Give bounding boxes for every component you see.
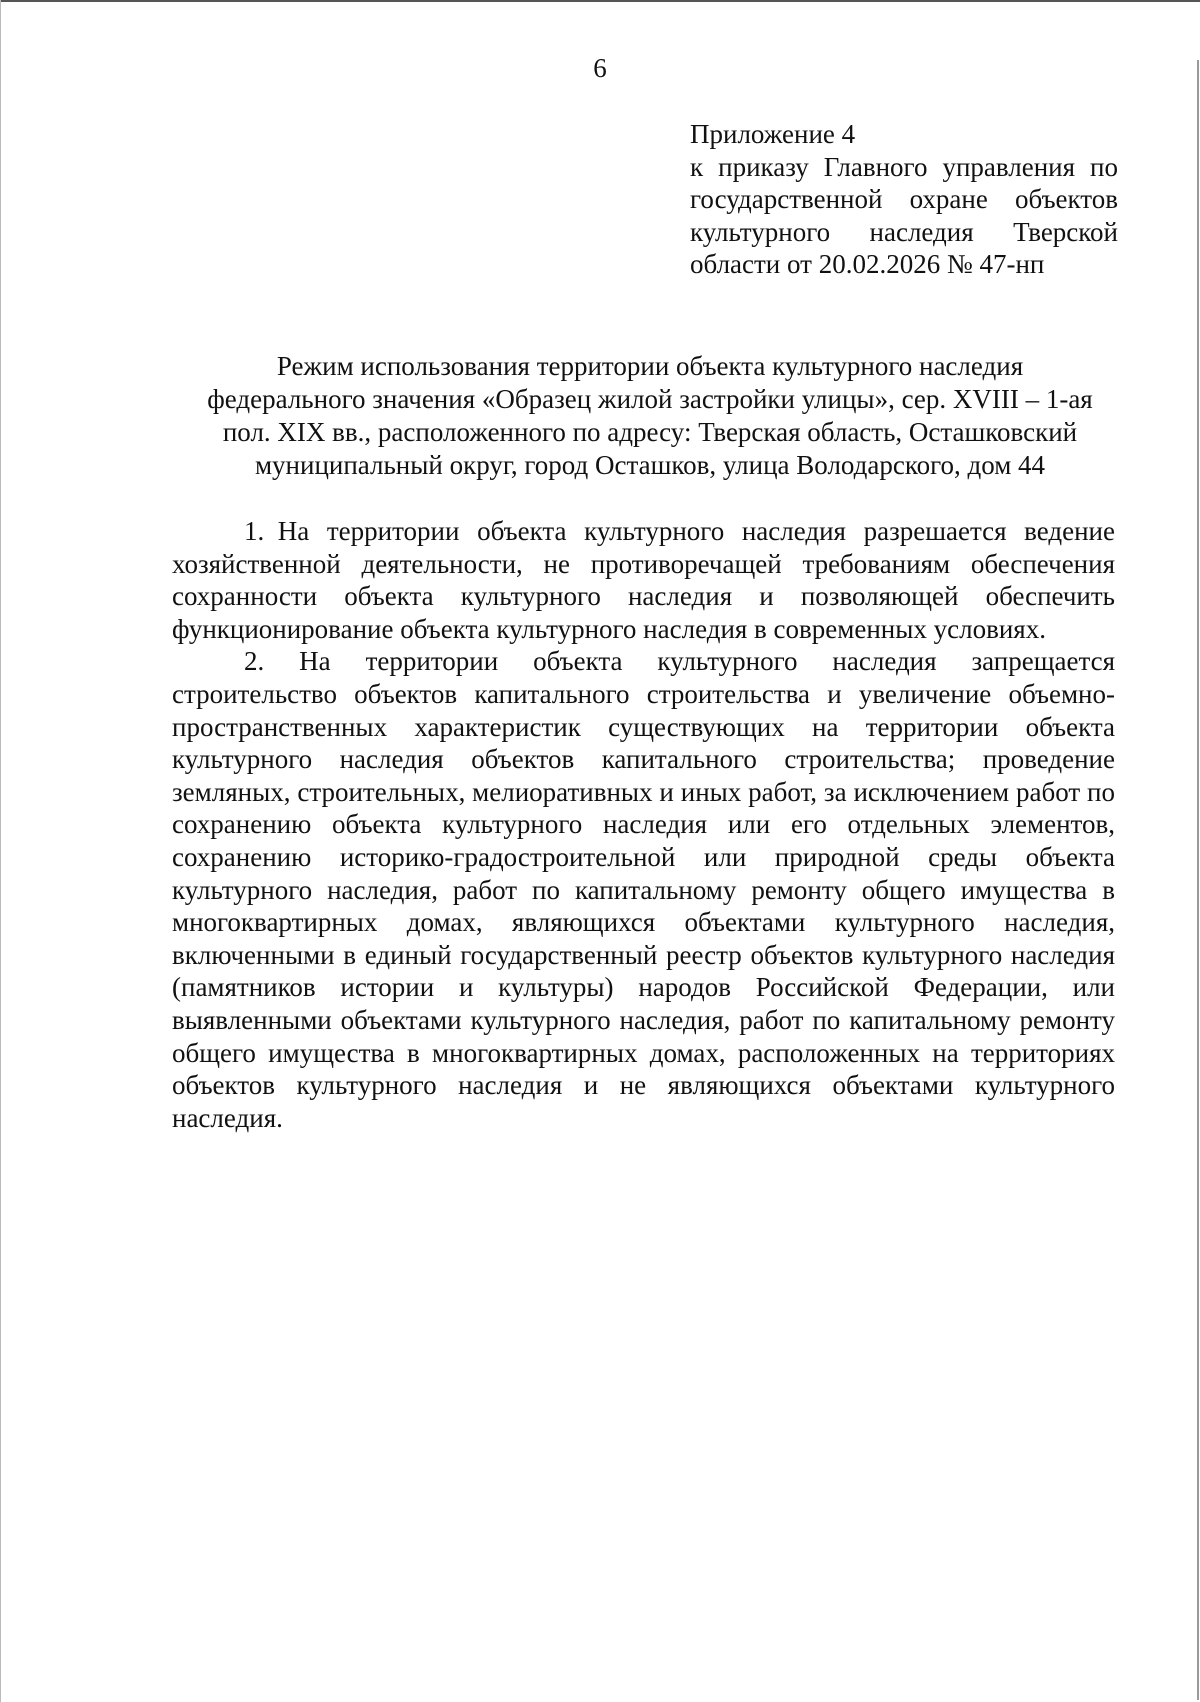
document-title-line: Режим использования территории объекта культурного наследия	[276, 351, 1024, 381]
document-title-line: муниципальный округ, город Осташков, улица Володарского, дом 44	[254, 450, 1046, 480]
paragraph-1: 1. На территории объекта культурного наследия разрешается ведение хозяйственной деятельности, не противоречащей требованиям обеспечения сохранности объекта культурного наследия и позволяющей обеспечить функционирование объекта культурного наследия в современных условиях.	[172, 516, 1115, 644]
appendix-reference: к приказу Главного управления по государственной охране объектов культурного наследия Тверской области от 20.02.2026 № 47-нп	[690, 151, 1118, 279]
appendix-block	[690, 118, 1118, 281]
document-title-line: федерального значения «Образец жилой застройки улицы», сер. XVIII – 1-ая	[207, 384, 1093, 414]
scan-edge-right	[1197, 60, 1199, 1700]
scan-edge-top	[0, 0, 1200, 2]
document-title-line: пол. XIX вв., расположенного по адресу: Тверская область, Осташковский	[222, 417, 1078, 447]
document-title	[150, 350, 1150, 482]
paragraph-2: 2. На территории объекта культурного наследия запрещается строительство объектов капитального строительства и увеличение объемно-пространственных характеристик существующих на территории объекта культурного наследия объектов капитального строительства; проведение земляных, строительных, мелиоративных и иных работ, за исключением работ по сохранению объекта культурного наследия или его отдельных элементов, сохранению историко-градостроительной или природной среды объекта культурного наследия, работ по капитальному ремонту общего имущества в многоквартирных домах, являющихся объектами культурного наследия, включенными в единый государственный реестр объектов культурного наследия (памятников истории и культуры) народов Российской Федерации, или выявленными объектами культурного наследия, работ по капитальному ремонту общего имущества в многоквартирных домах, расположенных на территориях объектов культурного наследия и не являющихся объектами культурного наследия.	[172, 646, 1115, 1133]
appendix-title: Приложение 4	[690, 119, 856, 149]
scan-edge-left	[0, 0, 1, 1702]
document-body	[172, 515, 1115, 1134]
page-number: 6	[593, 53, 607, 83]
